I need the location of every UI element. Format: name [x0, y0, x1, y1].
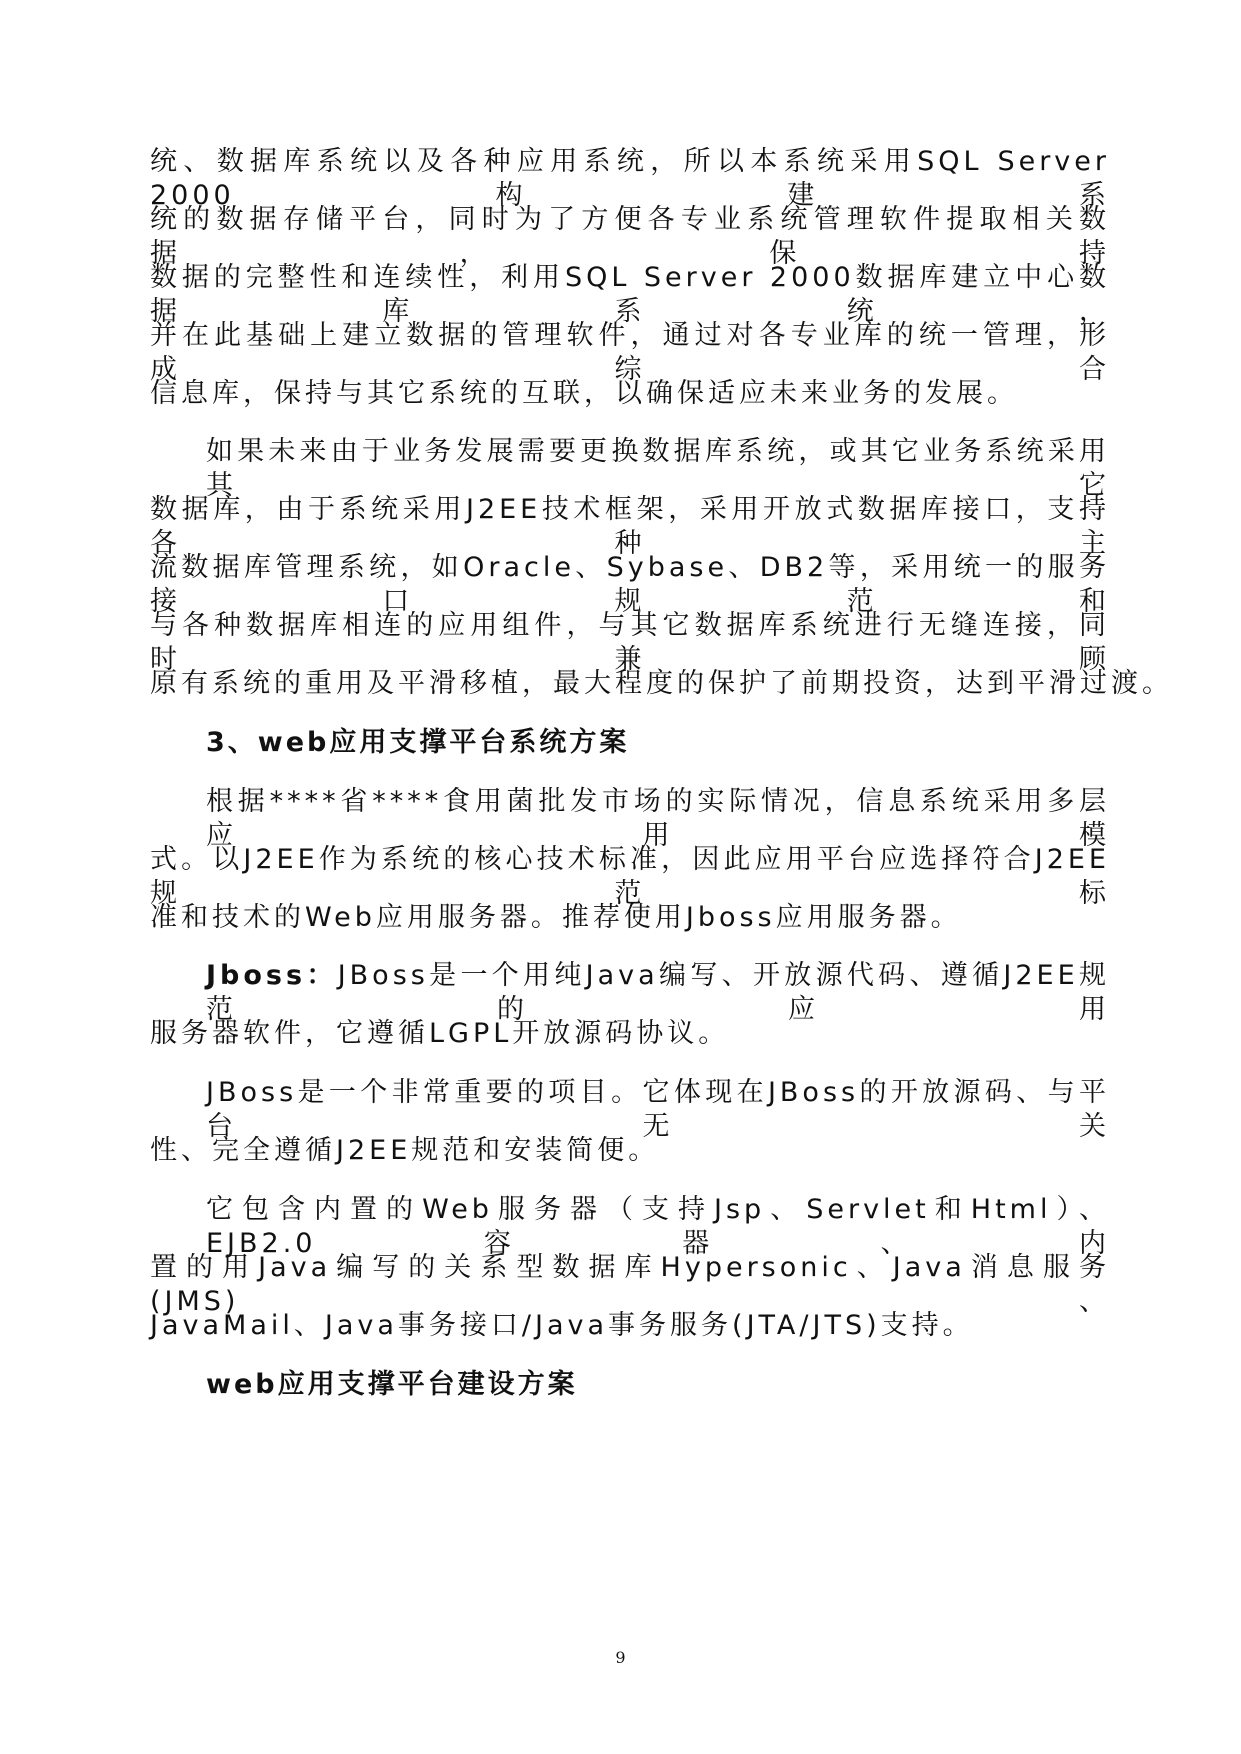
paragraph-line-18: 性、完全遵循J2EE规范和安装简便。 — [150, 1135, 660, 1166]
paragraph-line-5: 信息库，保持与其它系统的互联，以确保适应未来业务的发展。 — [150, 378, 1018, 409]
jboss-label: Jboss： — [206, 960, 338, 991]
paragraph-line-16: 服务器软件，它遵循LGPL开放源码协议。 — [150, 1018, 730, 1049]
paragraph-line-6: 如果未来由于业务发展需要更换数据库系统，或其它业务系统采用其它 — [206, 436, 1110, 501]
page-number: 9 — [615, 1648, 626, 1667]
paragraph-line-13: 式。以J2EE作为系统的核心技术标准，因此应用平台应选择符合J2EE规范标 — [150, 844, 1110, 909]
paragraph-line-1: 统、数据库系统以及各种应用系统，所以本系统采用SQL Server 2000构建系 — [150, 146, 1110, 211]
paragraph-line-9: 与各种数据库相连的应用组件，与其它数据库系统进行无缝连接，同时兼顾 — [150, 610, 1110, 675]
paragraph-line-14: 准和技术的Web应用服务器。推荐使用Jboss应用服务器。 — [150, 902, 962, 933]
paragraph-line-19: 它包含内置的Web服务器（支持Jsp、Servlet和Html）、EJB2.0容器、内 — [206, 1194, 1110, 1259]
paragraph-line-7: 数据库，由于系统采用J2EE技术框架，采用开放式数据库接口，支持各种主 — [150, 494, 1110, 559]
paragraph-line-8: 流数据库管理系统，如Oracle、Sybase、DB2等，采用统一的服务接口规范和 — [150, 552, 1110, 617]
paragraph-line-12: 根据****省****食用菌批发市场的实际情况，信息系统采用多层应用模 — [206, 786, 1110, 851]
jboss-description: JBoss是一个用纯Java编写、开放源代码、遵循J2EE规范的应用 — [206, 960, 1110, 1025]
paragraph-line-17: JBoss是一个非常重要的项目。它体现在JBoss的开放源码、与平台无关 — [206, 1077, 1110, 1142]
paragraph-line-2: 统的数据存储平台，同时为了方便各专业系统管理软件提取相关数据，保持 — [150, 204, 1110, 269]
section-heading: 3、web应用支撑平台系统方案 — [206, 727, 630, 758]
paragraph-line-20: 置的用Java编写的关系型数据库Hypersonic、Java消息服务(JMS)、 — [150, 1252, 1110, 1317]
paragraph-line-3: 数据的完整性和连续性，利用SQL Server 2000数据库建立中心数据库系统， — [150, 262, 1110, 327]
paragraph-line-4: 并在此基础上建立数据的管理软件，通过对各专业库的统一管理，形成综合 — [150, 320, 1110, 385]
paragraph-line-10: 原有系统的重用及平滑移植，最大程度的保护了前期投资，达到平滑过渡。 — [150, 668, 1173, 699]
subsection-heading: web应用支撑平台建设方案 — [206, 1369, 578, 1400]
paragraph-line-21: JavaMail、Java事务接口/Java事务服务(JTA/JTS)支持。 — [150, 1310, 974, 1341]
